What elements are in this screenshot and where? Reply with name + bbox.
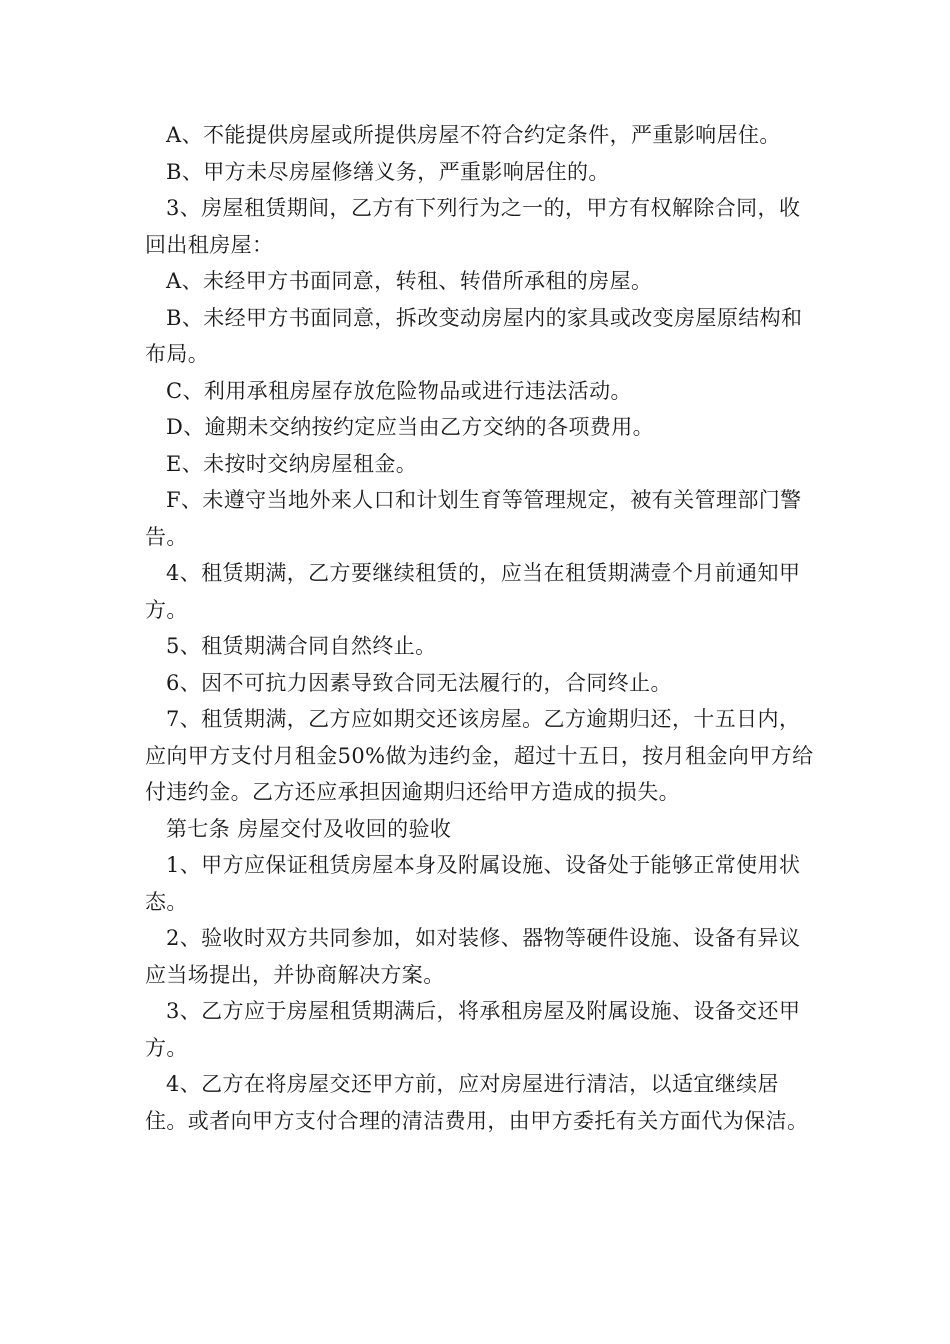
paragraph-clause-c-hazard: C、利用承租房屋存放危险物品或进行违法活动。 (166, 378, 632, 403)
paragraph-clause-d-fees: D、逾期未交纳按约定应当由乙方交纳的各项费用。 (166, 415, 655, 439)
paragraph-item-4-renewal: 4、租赁期满，乙方要继续租赁的，应当在租赁期满壹个月前通知甲方。 (145, 561, 801, 622)
paragraph-item-6-force-majeure: 6、因不可抗力因素导致合同无法履行的，合同终止。 (166, 670, 672, 695)
paragraph-clause-e-rent: E、未按时交纳房屋租金。 (166, 451, 418, 476)
section-heading-article-7: 第七条 房屋交付及收回的验收 (166, 816, 452, 841)
paragraph-item-5-expiry: 5、租赁期满合同自然终止。 (166, 634, 437, 658)
paragraph-clause-b-repair: B、甲方未尽房屋修缮义务，严重影响居住的。 (166, 159, 610, 184)
paragraph-clause-f-regulations: F、未遵守当地外来人口和计划生育等管理规定，被有关管理部门警告。 (145, 488, 802, 549)
paragraph-item-1-guarantee: 1、甲方应保证租赁房屋本身及附属设施、设备处于能够正常使用状态。 (145, 853, 801, 914)
paragraph-item-3-termination: 3、房屋租赁期间，乙方有下列行为之一的，甲方有权解除合同，收回出租房屋： (145, 196, 801, 257)
paragraph-item-7-return: 7、租赁期满，乙方应如期交还该房屋。乙方逾期归还，十五日内，应向甲方支付月租金50%做为违约金，超过十五日，按月租金向甲方给付违约金。乙方还应承担因逾期归还给甲方造成的损失。 (145, 707, 814, 804)
paragraph-clause-b-alteration: B、未经甲方书面同意，拆改变动房屋内的家具或改变房屋原结构和布局。 (145, 305, 803, 366)
paragraph-item-3-handover: 3、乙方应于房屋租赁期满后，将承租房屋及附属设施、设备交还甲方。 (145, 999, 801, 1060)
document-body (145, 117, 815, 1139)
paragraph-clause-a-sublet: A、未经甲方书面同意，转租、转借所承租的房屋。 (166, 269, 653, 293)
paragraph-item-2-inspection: 2、验收时双方共同参加，如对装修、器物等硬件设施、设备有异议应当场提出，并协商解决方案。 (145, 926, 801, 987)
paragraph-clause-a-housing: A、不能提供房屋或所提供房屋不符合约定条件，严重影响居住。 (166, 123, 781, 147)
paragraph-item-4-cleaning: 4、乙方在将房屋交还甲方前，应对房屋进行清洁，以适宜继续居住。或者向甲方支付合理的清洁费用，由甲方委托有关方面代为保洁。 (145, 1072, 809, 1133)
